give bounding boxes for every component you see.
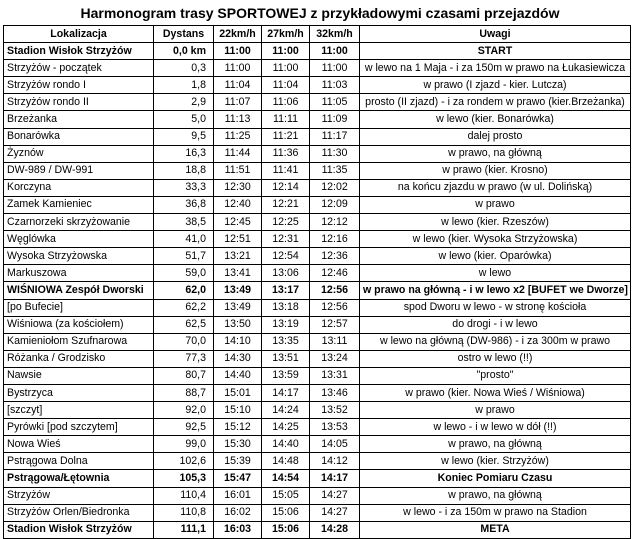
cell-22kmh[interactable]: 14:30 bbox=[214, 350, 262, 367]
cell-27kmh[interactable]: 13:35 bbox=[262, 333, 310, 350]
cell-dystans[interactable]: 5,0 bbox=[154, 111, 214, 128]
cell-lokalizacja[interactable]: Strzyżów Orlen/Biedronka bbox=[4, 504, 154, 521]
cell-lokalizacja[interactable]: Węglówka bbox=[4, 231, 154, 248]
cell-lokalizacja[interactable]: Strzyżów rondo II bbox=[4, 94, 154, 111]
cell-22kmh[interactable]: 14:10 bbox=[214, 333, 262, 350]
table-row bbox=[4, 43, 631, 60]
cell-dystans[interactable]: 77,3 bbox=[154, 350, 214, 367]
table-row bbox=[4, 128, 631, 145]
cell-22kmh[interactable]: 11:51 bbox=[214, 162, 262, 179]
cell-27kmh[interactable]: 14:40 bbox=[262, 436, 310, 453]
cell-22kmh[interactable]: 12:30 bbox=[214, 179, 262, 196]
cell-dystans[interactable]: 18,8 bbox=[154, 162, 214, 179]
cell-uwagi[interactable]: w prawo bbox=[360, 402, 631, 419]
cell-lokalizacja[interactable]: Strzyżów rondo I bbox=[4, 77, 154, 94]
header-27kmh[interactable]: 27km/h bbox=[262, 26, 310, 43]
cell-32kmh[interactable]: 14:28 bbox=[310, 521, 360, 538]
cell-22kmh[interactable]: 16:01 bbox=[214, 487, 262, 504]
cell-32kmh[interactable]: 12:36 bbox=[310, 248, 360, 265]
cell-lokalizacja[interactable]: Markuszowa bbox=[4, 265, 154, 282]
cell-32kmh[interactable]: 13:31 bbox=[310, 367, 360, 384]
cell-32kmh[interactable]: 12:02 bbox=[310, 179, 360, 196]
table-row bbox=[4, 60, 631, 77]
cell-32kmh[interactable]: 12:09 bbox=[310, 196, 360, 213]
cell-27kmh[interactable]: 13:06 bbox=[262, 265, 310, 282]
cell-27kmh[interactable]: 15:06 bbox=[262, 521, 310, 538]
cell-22kmh[interactable]: 13:49 bbox=[214, 282, 262, 299]
cell-uwagi[interactable]: w prawo, na główną bbox=[360, 436, 631, 453]
cell-dystans[interactable]: 38,5 bbox=[154, 214, 214, 231]
table-row bbox=[4, 333, 631, 350]
cell-lokalizacja[interactable]: [szczyt] bbox=[4, 402, 154, 419]
cell-32kmh[interactable]: 13:53 bbox=[310, 419, 360, 436]
cell-27kmh[interactable]: 11:06 bbox=[262, 94, 310, 111]
cell-dystans[interactable]: 92,5 bbox=[154, 419, 214, 436]
cell-dystans[interactable]: 59,0 bbox=[154, 265, 214, 282]
cell-22kmh[interactable]: 13:49 bbox=[214, 299, 262, 316]
cell-32kmh[interactable]: 14:05 bbox=[310, 436, 360, 453]
cell-dystans[interactable]: 110,8 bbox=[154, 504, 214, 521]
cell-22kmh[interactable]: 15:12 bbox=[214, 419, 262, 436]
cell-dystans[interactable]: 92,0 bbox=[154, 402, 214, 419]
cell-22kmh[interactable]: 16:02 bbox=[214, 504, 262, 521]
cell-dystans[interactable]: 0,0 km bbox=[154, 43, 214, 60]
cell-lokalizacja[interactable]: Brzeżanka bbox=[4, 111, 154, 128]
cell-32kmh[interactable]: 11:00 bbox=[310, 60, 360, 77]
cell-27kmh[interactable]: 12:31 bbox=[262, 231, 310, 248]
cell-22kmh[interactable]: 15:39 bbox=[214, 453, 262, 470]
cell-lokalizacja[interactable]: Bystrzyca bbox=[4, 384, 154, 401]
cell-27kmh[interactable]: 12:21 bbox=[262, 196, 310, 213]
cell-uwagi[interactable]: do drogi - i w lewo bbox=[360, 316, 631, 333]
table-row bbox=[4, 367, 631, 384]
cell-22kmh[interactable]: 16:03 bbox=[214, 521, 262, 538]
cell-22kmh[interactable]: 12:51 bbox=[214, 231, 262, 248]
cell-32kmh[interactable]: 12:56 bbox=[310, 282, 360, 299]
table-row bbox=[4, 77, 631, 94]
cell-lokalizacja[interactable]: [po Bufecie] bbox=[4, 299, 154, 316]
cell-27kmh[interactable]: 11:41 bbox=[262, 162, 310, 179]
cell-27kmh[interactable]: 15:06 bbox=[262, 504, 310, 521]
cell-32kmh[interactable]: 11:09 bbox=[310, 111, 360, 128]
header-22kmh[interactable]: 22km/h bbox=[214, 26, 262, 43]
table-row bbox=[4, 470, 631, 487]
cell-lokalizacja[interactable]: Stadion Wisłok Strzyżów bbox=[4, 521, 154, 538]
cell-uwagi[interactable]: "prosto" bbox=[360, 367, 631, 384]
cell-uwagi[interactable]: w prawo bbox=[360, 196, 631, 213]
cell-dystans[interactable]: 102,6 bbox=[154, 453, 214, 470]
table-row bbox=[4, 436, 631, 453]
cell-32kmh[interactable]: 12:56 bbox=[310, 299, 360, 316]
cell-32kmh[interactable]: 11:00 bbox=[310, 43, 360, 60]
cell-uwagi[interactable]: w lewo (kier. Strzyżów) bbox=[360, 453, 631, 470]
cell-lokalizacja[interactable]: WIŚNIOWA Zespół Dworski bbox=[4, 282, 154, 299]
cell-27kmh[interactable]: 14:25 bbox=[262, 419, 310, 436]
table-row bbox=[4, 94, 631, 111]
cell-uwagi[interactable]: dalej prosto bbox=[360, 128, 631, 145]
cell-27kmh[interactable]: 14:24 bbox=[262, 402, 310, 419]
cell-27kmh[interactable]: 11:21 bbox=[262, 128, 310, 145]
cell-lokalizacja[interactable]: Nowa Wieś bbox=[4, 436, 154, 453]
cell-32kmh[interactable]: 12:57 bbox=[310, 316, 360, 333]
table-row bbox=[4, 316, 631, 333]
cell-uwagi[interactable]: w prawo na główną - i w lewo x2 [BUFET we Dworze] bbox=[360, 282, 631, 299]
cell-uwagi[interactable]: w lewo bbox=[360, 265, 631, 282]
cell-dystans[interactable]: 41,0 bbox=[154, 231, 214, 248]
header-uwagi[interactable]: Uwagi bbox=[360, 26, 631, 43]
cell-lokalizacja[interactable]: Pyrówki [pod szczytem] bbox=[4, 419, 154, 436]
cell-lokalizacja[interactable]: Nawsie bbox=[4, 367, 154, 384]
cell-22kmh[interactable]: 13:41 bbox=[214, 265, 262, 282]
cell-22kmh[interactable]: 15:10 bbox=[214, 402, 262, 419]
cell-uwagi[interactable]: w lewo - i w lewo w dół (!!) bbox=[360, 419, 631, 436]
cell-lokalizacja[interactable]: Wysoka Strzyżowska bbox=[4, 248, 154, 265]
cell-lokalizacja[interactable]: Pstrągowa/Łętownia bbox=[4, 470, 154, 487]
cell-27kmh[interactable]: 14:54 bbox=[262, 470, 310, 487]
cell-dystans[interactable]: 62,0 bbox=[154, 282, 214, 299]
table-row bbox=[4, 402, 631, 419]
cell-27kmh[interactable]: 11:04 bbox=[262, 77, 310, 94]
cell-lokalizacja[interactable]: Kamieniołom Szufnarowa bbox=[4, 333, 154, 350]
table-row bbox=[4, 179, 631, 196]
table-row bbox=[4, 145, 631, 162]
cell-dystans[interactable]: 88,7 bbox=[154, 384, 214, 401]
cell-22kmh[interactable]: 13:50 bbox=[214, 316, 262, 333]
schedule-table bbox=[3, 25, 631, 539]
cell-lokalizacja[interactable]: Strzyżów bbox=[4, 487, 154, 504]
cell-32kmh[interactable]: 14:27 bbox=[310, 487, 360, 504]
cell-27kmh[interactable]: 15:05 bbox=[262, 487, 310, 504]
cell-lokalizacja[interactable]: Korczyna bbox=[4, 179, 154, 196]
cell-dystans[interactable]: 99,0 bbox=[154, 436, 214, 453]
cell-27kmh[interactable]: 13:17 bbox=[262, 282, 310, 299]
cell-32kmh[interactable]: 12:16 bbox=[310, 231, 360, 248]
cell-lokalizacja[interactable]: Strzyżów - początek bbox=[4, 60, 154, 77]
cell-22kmh[interactable]: 11:25 bbox=[214, 128, 262, 145]
table-row bbox=[4, 196, 631, 213]
cell-uwagi[interactable]: prosto (II zjazd) - i za rondem w prawo (kier.Brzeżanka) bbox=[360, 94, 631, 111]
cell-32kmh[interactable]: 11:35 bbox=[310, 162, 360, 179]
table-row bbox=[4, 453, 631, 470]
cell-dystans[interactable]: 105,3 bbox=[154, 470, 214, 487]
cell-lokalizacja[interactable]: DW-989 / DW-991 bbox=[4, 162, 154, 179]
cell-22kmh[interactable]: 11:00 bbox=[214, 43, 262, 60]
cell-32kmh[interactable]: 11:30 bbox=[310, 145, 360, 162]
cell-27kmh[interactable]: 13:59 bbox=[262, 367, 310, 384]
cell-dystans[interactable]: 80,7 bbox=[154, 367, 214, 384]
cell-dystans[interactable]: 110,4 bbox=[154, 487, 214, 504]
cell-uwagi[interactable]: ostro w lewo (!!) bbox=[360, 350, 631, 367]
cell-27kmh[interactable]: 12:14 bbox=[262, 179, 310, 196]
cell-27kmh[interactable]: 11:00 bbox=[262, 60, 310, 77]
cell-32kmh[interactable]: 12:46 bbox=[310, 265, 360, 282]
cell-27kmh[interactable]: 12:54 bbox=[262, 248, 310, 265]
table-row bbox=[4, 487, 631, 504]
header-dystans[interactable]: Dystans bbox=[154, 26, 214, 43]
cell-32kmh[interactable]: 12:12 bbox=[310, 214, 360, 231]
cell-uwagi[interactable]: START bbox=[360, 43, 631, 60]
table-row bbox=[4, 521, 631, 538]
cell-dystans[interactable]: 111,1 bbox=[154, 521, 214, 538]
cell-lokalizacja[interactable]: Różanka / Grodzisko bbox=[4, 350, 154, 367]
cell-22kmh[interactable]: 11:13 bbox=[214, 111, 262, 128]
cell-dystans[interactable]: 36,8 bbox=[154, 196, 214, 213]
cell-uwagi[interactable]: w lewo (kier. Rzeszów) bbox=[360, 214, 631, 231]
cell-lokalizacja[interactable]: Żyznów bbox=[4, 145, 154, 162]
table-row bbox=[4, 111, 631, 128]
cell-27kmh[interactable]: 11:11 bbox=[262, 111, 310, 128]
cell-dystans[interactable]: 51,7 bbox=[154, 248, 214, 265]
cell-dystans[interactable]: 0,3 bbox=[154, 60, 214, 77]
cell-uwagi[interactable]: w prawo, na główną bbox=[360, 145, 631, 162]
cell-dystans[interactable]: 16,3 bbox=[154, 145, 214, 162]
cell-dystans[interactable]: 70,0 bbox=[154, 333, 214, 350]
cell-uwagi[interactable]: META bbox=[360, 521, 631, 538]
sheet-title: Harmonogram trasy SPORTOWEJ z przykładowymi czasami przejazdów bbox=[80, 5, 560, 21]
cell-dystans[interactable]: 1,8 bbox=[154, 77, 214, 94]
table-row bbox=[4, 504, 631, 521]
cell-32kmh[interactable]: 11:17 bbox=[310, 128, 360, 145]
cell-22kmh[interactable]: 12:40 bbox=[214, 196, 262, 213]
cell-uwagi[interactable]: w lewo (kier. Wysoka Strzyżowska) bbox=[360, 231, 631, 248]
cell-27kmh[interactable]: 13:18 bbox=[262, 299, 310, 316]
header-lokalizacja[interactable]: Lokalizacja bbox=[4, 26, 154, 43]
cell-uwagi[interactable]: w prawo (kier. Krosno) bbox=[360, 162, 631, 179]
cell-22kmh[interactable]: 15:30 bbox=[214, 436, 262, 453]
header-32kmh[interactable]: 32km/h bbox=[310, 26, 360, 43]
cell-uwagi[interactable]: w prawo (kier. Nowa Wieś / Wiśniowa) bbox=[360, 384, 631, 401]
cell-32kmh[interactable]: 14:12 bbox=[310, 453, 360, 470]
cell-lokalizacja[interactable]: Wiśniowa (za kościołem) bbox=[4, 316, 154, 333]
cell-22kmh[interactable]: 11:00 bbox=[214, 60, 262, 77]
cell-32kmh[interactable]: 14:17 bbox=[310, 470, 360, 487]
cell-32kmh[interactable]: 13:11 bbox=[310, 333, 360, 350]
cell-uwagi[interactable]: w lewo na główną (DW-986) - i za 300m w prawo bbox=[360, 333, 631, 350]
cell-27kmh[interactable]: 11:00 bbox=[262, 43, 310, 60]
cell-uwagi[interactable]: spod Dworu w lewo - w stronę kościoła bbox=[360, 299, 631, 316]
cell-32kmh[interactable]: 13:52 bbox=[310, 402, 360, 419]
cell-22kmh[interactable]: 15:47 bbox=[214, 470, 262, 487]
cell-uwagi[interactable]: w lewo na 1 Maja - i za 150m w prawo na Łukasiewicza bbox=[360, 60, 631, 77]
table-row bbox=[4, 231, 631, 248]
cell-uwagi[interactable]: w lewo (kier. Oparówka) bbox=[360, 248, 631, 265]
cell-32kmh[interactable]: 13:46 bbox=[310, 384, 360, 401]
cell-27kmh[interactable]: 14:17 bbox=[262, 384, 310, 401]
cell-dystans[interactable]: 33,3 bbox=[154, 179, 214, 196]
cell-22kmh[interactable]: 15:01 bbox=[214, 384, 262, 401]
cell-27kmh[interactable]: 14:48 bbox=[262, 453, 310, 470]
cell-lokalizacja[interactable]: Stadion Wisłok Strzyżów bbox=[4, 43, 154, 60]
cell-uwagi[interactable]: Koniec Pomiaru Czasu bbox=[360, 470, 631, 487]
cell-32kmh[interactable]: 14:27 bbox=[310, 504, 360, 521]
cell-lokalizacja[interactable]: Bonarówka bbox=[4, 128, 154, 145]
cell-lokalizacja[interactable]: Czarnorzeki skrzyżowanie bbox=[4, 214, 154, 231]
table-row bbox=[4, 299, 631, 316]
table-row bbox=[4, 162, 631, 179]
table-row bbox=[4, 248, 631, 265]
cell-27kmh[interactable]: 12:25 bbox=[262, 214, 310, 231]
cell-uwagi[interactable]: w prawo, na główną bbox=[360, 487, 631, 504]
table-row bbox=[4, 265, 631, 282]
cell-uwagi[interactable]: na końcu zjazdu w prawo (w ul. Dolińską) bbox=[360, 179, 631, 196]
cell-32kmh[interactable]: 11:03 bbox=[310, 77, 360, 94]
cell-22kmh[interactable]: 14:40 bbox=[214, 367, 262, 384]
cell-dystans[interactable]: 62,2 bbox=[154, 299, 214, 316]
cell-dystans[interactable]: 9,5 bbox=[154, 128, 214, 145]
cell-22kmh[interactable]: 13:21 bbox=[214, 248, 262, 265]
table-row bbox=[4, 282, 631, 299]
cell-22kmh[interactable]: 11:04 bbox=[214, 77, 262, 94]
cell-27kmh[interactable]: 13:51 bbox=[262, 350, 310, 367]
cell-lokalizacja[interactable]: Pstrągowa Dolna bbox=[4, 453, 154, 470]
cell-uwagi[interactable]: w prawo (I zjazd - kier. Lutcza) bbox=[360, 77, 631, 94]
cell-uwagi[interactable]: w lewo (kier. Bonarówka) bbox=[360, 111, 631, 128]
table-row bbox=[4, 384, 631, 401]
table-row bbox=[4, 419, 631, 436]
cell-uwagi[interactable]: w lewo - i za 150m w prawo na Stadion bbox=[360, 504, 631, 521]
cell-32kmh[interactable]: 11:05 bbox=[310, 94, 360, 111]
cell-27kmh[interactable]: 13:19 bbox=[262, 316, 310, 333]
cell-27kmh[interactable]: 11:36 bbox=[262, 145, 310, 162]
cell-dystans[interactable]: 2,9 bbox=[154, 94, 214, 111]
cell-32kmh[interactable]: 13:24 bbox=[310, 350, 360, 367]
cell-dystans[interactable]: 62,5 bbox=[154, 316, 214, 333]
cell-22kmh[interactable]: 11:07 bbox=[214, 94, 262, 111]
table-row bbox=[4, 214, 631, 231]
header-row bbox=[4, 26, 631, 43]
cell-lokalizacja[interactable]: Zamek Kamieniec bbox=[4, 196, 154, 213]
cell-22kmh[interactable]: 11:44 bbox=[214, 145, 262, 162]
cell-22kmh[interactable]: 12:45 bbox=[214, 214, 262, 231]
table-row bbox=[4, 350, 631, 367]
